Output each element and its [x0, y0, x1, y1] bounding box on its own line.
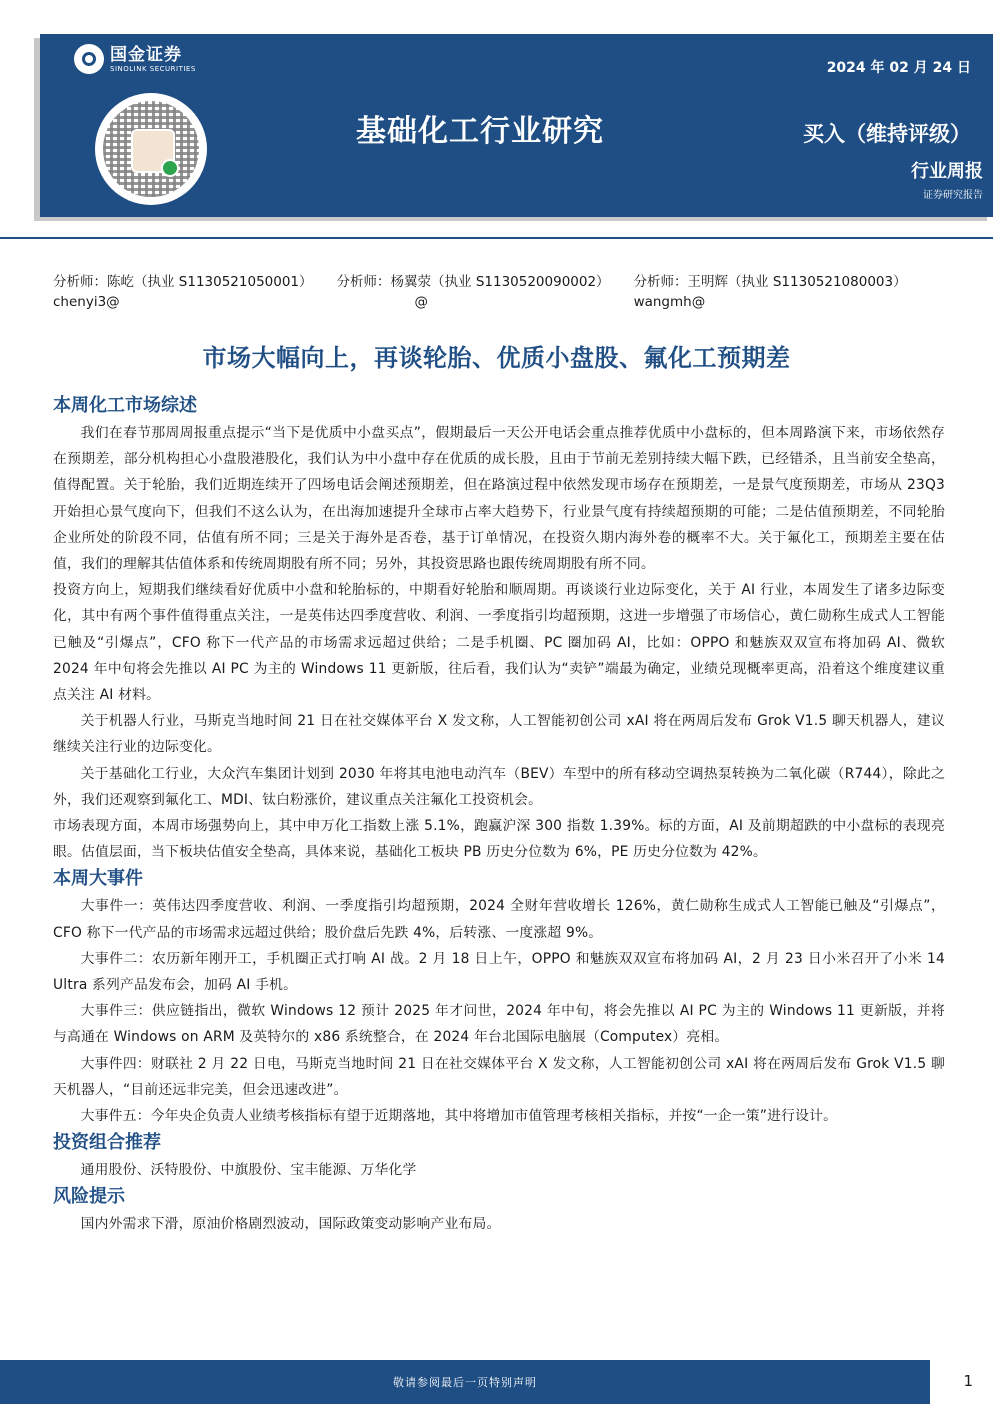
analyst-email[interactable]: @	[414, 294, 429, 310]
report-headline: 市场大幅向上，再谈轮胎、优质小盘股、氟化工预期差	[202, 344, 791, 372]
logo-en: SINOLINK SECURITIES	[110, 64, 196, 73]
logo-cn: 国金证券	[110, 44, 182, 65]
paragraph: 市场表现方面，本周市场强势向上，其中申万化工指数上涨 5.1%，跑赢沪深 300 指数 1.39%。标的方面，AI 及前期超跌的中小盘标的表现亮眼。估值层面，当下板块估值安全垫高，具体来说，基础化工板块 PB 历史分位数为 6%，PE 历史分位数为 42%。	[53, 818, 945, 861]
event-item: 大事件一：英伟达四季度营收、利润、一季度指引均超预期，2024 全财年营收增长 126%，黄仁勋称生成式人工智能已触及“引爆点”，CFO 称下一代产品的市场需求远超过供给；股价盘后先跌 4%，后转涨、一度涨超 9%。	[53, 898, 945, 941]
paragraph: 关于基础化工行业，大众汽车集团计划到 2030 年将其电池电动汽车（BEV）车型中的所有移动空调热泵转换为二氧化碳（R744），除此之外，我们还观察到氟化工、MDI、钛白粉涨价，建议重点关注氟化工投资机会。	[53, 765, 945, 808]
event-item: 大事件五：今年央企负责人业绩考核指标有望于近期落地，其中将增加市值管理考核相关指标，并按“一企一策”进行设计。	[80, 1108, 838, 1125]
section-title: 风险提示	[53, 1186, 125, 1208]
analyst-email[interactable]: wangmh@	[633, 294, 706, 310]
event-item: 大事件四：财联社 2 月 22 日电，马斯克当地时间 21 日在社交媒体平台 X 发文称，人工智能初创公司 xAI 将在两周后发布 Grok V1.5 聊天机器人，“目前还远非完美，但会迅速改进”。	[53, 1055, 945, 1098]
event-item: 大事件二：农历新年刚开工，手机圈正式打响 AI 战。2 月 18 日上午，OPPO 和魅族双双宣布将加码 AI，2 月 23 日小米召开了小米 14 Ultra 系列产品发布会，加码 AI 手机。	[53, 950, 945, 994]
analyst-email[interactable]: chenyi3@	[53, 294, 120, 310]
analyst-1	[53, 272, 313, 312]
analyst-name: 分析师：王明辉（执业 S1130521080003）	[633, 274, 907, 290]
analyst-name: 分析师：陈屹（执业 S1130521050001）	[53, 274, 313, 290]
analyst-2	[337, 272, 610, 312]
footer-bar	[0, 1360, 930, 1404]
section-title: 投资组合推荐	[53, 1132, 161, 1154]
page-number: 1	[963, 1372, 973, 1390]
event-item: 大事件三：供应链指出，微软 Windows 12 预计 2025 年才问世，2024 年中旬，将会先推以 AI PC 为主的 Windows 11 更新版，并将与高通在 Windows on ARM 及英特尔的 x86 系统整合，在 2024 年台北国际电脑展（Computex）亮相。	[53, 1003, 945, 1046]
paragraph: 我们在春节那周周报重点提示“当下是优质中小盘买点”，假期最后一天公开电话会重点推荐优质中小盘标的，但本周路演下来，市场依然存在预期差，部分机构担心小盘股港股化，我们认为中小盘中存在优质的成长股，且由于节前无差别持续大幅下跌，已经错杀，且当前安全垫高，值得配置。关于轮胎，我们近期连续开了四场电话会阐述预期差，但在路演过程中依然发现市场存在预期差，一是景气度预期差，市场从 23Q3 开始担心景气度向下，但我们不这么认为，在出海加速提升全球市占率大趋势下，行业景气度有持续超预期的可能；二是估值预期差，不同轮胎企业所处的阶段不同，估值有所不同；三是关于海外是否卷，基于订单情况，在投资久期内海外卷的概率不大。关于氟化工，预期差主要在估值，我们的理解其估值体系和传统周期股有所不同；另外，其投资思路也跟传统周期股有所不同。	[53, 425, 945, 573]
company-logo	[74, 44, 196, 74]
section-market-review	[53, 392, 945, 865]
report-body	[53, 392, 945, 1238]
analyst-3	[634, 272, 907, 312]
footer-notice: 敬请参阅最后一页特别声明	[393, 1376, 537, 1389]
paragraph: 通用股份、沃特股份、中旗股份、宝丰能源、万华化学	[80, 1162, 417, 1179]
qr-code-icon	[95, 93, 207, 205]
section-title: 本周大事件	[53, 868, 143, 890]
analyst-name: 分析师：杨翼荥（执业 S1130520090002）	[336, 274, 610, 290]
section-weekly-events	[53, 865, 945, 1129]
rating-badge: 买入（维持评级）	[803, 122, 971, 146]
section-title: 本周化工市场综述	[53, 395, 197, 416]
header-divider	[0, 237, 993, 239]
section-portfolio	[53, 1129, 945, 1183]
logo-icon	[74, 44, 104, 74]
paragraph: 投资方向上，短期我们继续看好优质中小盘和轮胎标的，中期看好轮胎和顺周期。再谈谈行业边际变化，关于 AI 行业，本周发生了诸多边际变化，其中有两个事件值得重点关注，一是英伟达四季度营收、利润、一季度指引均超预期，这进一步增强了市场信心，黄仁勋称生成式人工智能已触及“引爆点”，CFO 称下一代产品的市场需求远超过供给；二是手机圈、PC 圈加码 AI，比如：OPPO 和魅族双双宣布将加码 AI、微软 2024 年中旬将会先推以 AI PC 为主的 Windows 11 更新版，往后看，我们认为“卖铲”端最为确定，业绩兑现概率更高，沿着这个维度建议重点关注 AI 材料。	[53, 582, 945, 704]
report-date: 2024 年 02 月 24 日	[826, 60, 971, 76]
paragraph: 关于机器人行业，马斯克当地时间 21 日在社交媒体平台 X 发文称，人工智能初创公司 xAI 将在两周后发布 Grok V1.5 聊天机器人，建议继续关注行业的边际变化。	[53, 713, 945, 756]
miniprogram-icon	[161, 159, 179, 177]
report-subtitle: 证券研究报告	[923, 190, 983, 201]
paragraph: 国内外需求下滑，原油价格剧烈波动，国际政策变动影响产业布局。	[80, 1216, 501, 1233]
report-type: 行业周报	[911, 161, 983, 182]
analyst-list	[53, 272, 953, 312]
section-risk	[53, 1183, 945, 1237]
report-title: 基础化工行业研究	[356, 114, 604, 149]
